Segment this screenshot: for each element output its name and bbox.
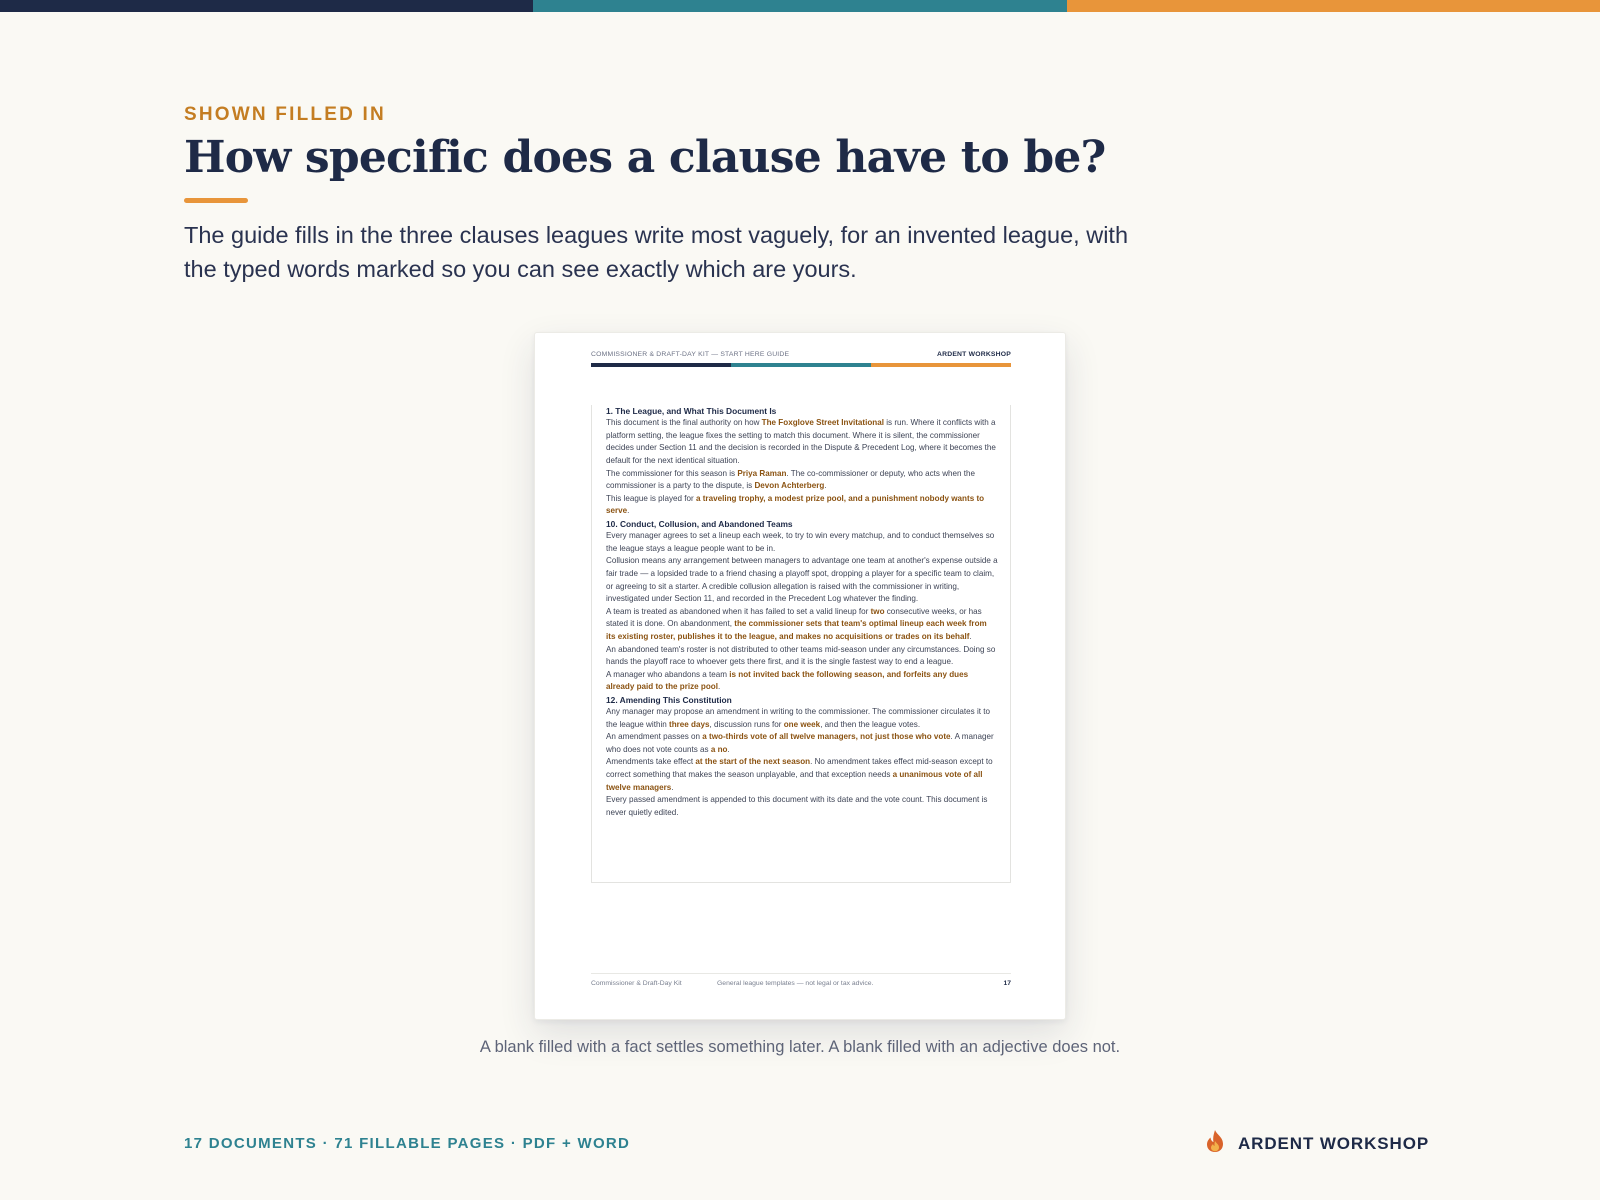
clause-text: . — [824, 481, 827, 491]
document-color-rule — [591, 363, 1011, 367]
clause-text: . A manager who does not vote counts as — [606, 732, 994, 754]
clause-text: Collusion means any arrangement between managers to advantage one team at another's expense outside a fair trade — a lopsided trade to a friend chasing a playoff spot, dropping a player for a specific team to claim, or agreeing to sit a starter. A credible collusion allegation is raised with the commissioner in writing, investigated under Section 11, and recorded in the Precedent Log whatever the finding. — [606, 556, 998, 604]
document-section-heading: 10. Conduct, Collusion, and Abandoned Teams — [606, 518, 793, 529]
document-paragraph — [606, 644, 998, 669]
document-footer-disclaimer: General league templates — not legal or tax advice. — [717, 980, 874, 987]
filled-in-value: Devon Achterberg — [754, 481, 825, 491]
clause-text: is run. Where it conflicts with a platform setting, the league fixes the setting to match this document. Where it is silent, the commissioner decides under Section 11 and the decision is recorded in the Dispute & Precedent Log, where it becomes the default for the next identical situation. — [606, 418, 996, 465]
clause-text: Every manager agrees to set a lineup each week, to try to win every matchup, and to conduct themselves so the league stays a league people want to be in. — [606, 531, 995, 553]
clause-text: , and then the league votes. — [820, 719, 921, 729]
document-paragraph — [606, 493, 998, 518]
clause-text: , discussion runs for — [709, 719, 784, 729]
clause-text: This document is the final authority on how — [606, 418, 762, 428]
clause-text: . — [671, 782, 674, 792]
clause-text: . — [727, 744, 730, 754]
top-bar-navy-segment — [0, 0, 533, 12]
document-paragraph — [606, 417, 998, 467]
product-meta: 17 DOCUMENTS · 71 FILLABLE PAGES · PDF + WORD — [184, 1135, 631, 1152]
document-paragraph — [606, 555, 998, 605]
document-footer-kit: Commissioner & Draft-Day Kit — [591, 980, 682, 987]
document-paragraph — [606, 468, 998, 493]
document-paragraph — [606, 794, 998, 819]
clause-text: . — [627, 506, 630, 516]
clause-text: . — [969, 631, 972, 641]
clause-text: consecutive weeks, or has stated it is done. On abandonment, — [606, 606, 982, 629]
filled-in-value: Priya Raman — [737, 468, 787, 478]
top-bar-orange-segment — [1067, 0, 1600, 12]
filled-in-value: is not invited back the following season, and forfeits any dues already paid to the prize pool — [606, 669, 969, 692]
document-paragraph — [606, 530, 998, 555]
document-header-title: COMMISSIONER & DRAFT-DAY KIT — START HERE GUIDE — [591, 351, 790, 358]
document-paragraph — [606, 756, 998, 794]
document-section-heading: 1. The League, and What This Document Is — [606, 406, 777, 416]
lede-paragraph: The guide fills in the three clauses leagues write most vaguely, for an invented league, with the typed words marked so you can see exactly which are yours. — [184, 222, 1129, 282]
clause-text: . The co-commissioner or deputy, who acts when the commissioner is a party to the dispute, is — [606, 468, 976, 491]
filled-in-value: a two-thirds vote of all twelve managers, not just those who vote — [702, 732, 951, 742]
document-paragraph — [606, 731, 998, 756]
clause-text: An amendment passes on — [606, 732, 703, 742]
filled-in-value: one week — [783, 719, 821, 729]
document-header — [591, 351, 1011, 358]
clause-text: An abandoned team's roster is not distributed to other teams mid-season under any circumstances. Doing so hands the playoff race to whoever gets there first, and it is the single fastest way to end a league. — [606, 644, 996, 667]
clause-text: The commissioner for this season is — [606, 468, 738, 478]
top-color-bar — [0, 0, 1600, 12]
figure-caption: A blank filled with a fact settles something later. A blank filled with an adjective does not. — [479, 1038, 1121, 1056]
clause-text: This league is played for — [606, 493, 696, 503]
document-header-brand: ARDENT WORKSHOP — [937, 351, 1011, 358]
doc-rule-teal — [731, 363, 871, 367]
filled-in-value: at the start of the next season — [695, 757, 811, 767]
filled-in-value: three days — [669, 719, 710, 729]
accent-rule — [184, 198, 248, 203]
clause-text: Every passed amendment is appended to this document with its date and the vote count. This document is never quietly edited. — [606, 795, 988, 817]
filled-in-value: a unanimous vote of all twelve managers — [606, 770, 983, 792]
doc-rule-orange — [871, 363, 1011, 367]
filled-in-value: the commissioner sets that team's optimal lineup each week from its existing roster, publishes it to the league, and makes no acquisitions or trades on its behalf — [606, 619, 987, 641]
document-section-heading: 12. Amending This Constitution — [606, 694, 732, 705]
eyebrow-label: SHOWN FILLED IN — [184, 104, 386, 125]
clause-text: Any manager may propose an amendment in writing to the commissioner. The commissioner circulates it to the league within — [606, 707, 991, 729]
top-bar-teal-segment — [533, 0, 1066, 12]
document-body — [591, 405, 1011, 883]
brand-lockup — [1204, 1129, 1429, 1158]
clause-text: . — [717, 682, 721, 692]
document-page-number: 17 — [1003, 980, 1011, 987]
filled-in-value: a traveling trophy, a modest prize pool, and a punishment nobody wants to serve — [606, 493, 985, 516]
document-paragraph — [606, 706, 998, 731]
brand-name: ARDENT WORKSHOP — [1238, 1133, 1430, 1153]
clause-text: Amendments take effect — [606, 757, 696, 767]
clause-text: A manager who abandons a team — [606, 669, 730, 679]
clause-text: . No amendment takes effect mid-season except to correct something that makes the season unplayable, and that exception needs — [606, 757, 993, 780]
filled-in-value: a no — [710, 744, 728, 754]
page-headline: How specific does a clause have to be? — [184, 132, 1106, 183]
filled-in-value: The Foxglove Street Invitational — [761, 418, 884, 428]
clause-text: A team is treated as abandoned when it has failed to set a valid lineup for — [606, 606, 871, 616]
doc-rule-navy — [591, 363, 731, 367]
flame-icon — [1204, 1129, 1226, 1158]
document-footer — [591, 973, 1011, 987]
document-paragraph — [606, 606, 998, 644]
document-page-preview — [534, 332, 1066, 1020]
filled-in-value: two — [870, 606, 885, 616]
document-paragraph — [606, 669, 998, 694]
